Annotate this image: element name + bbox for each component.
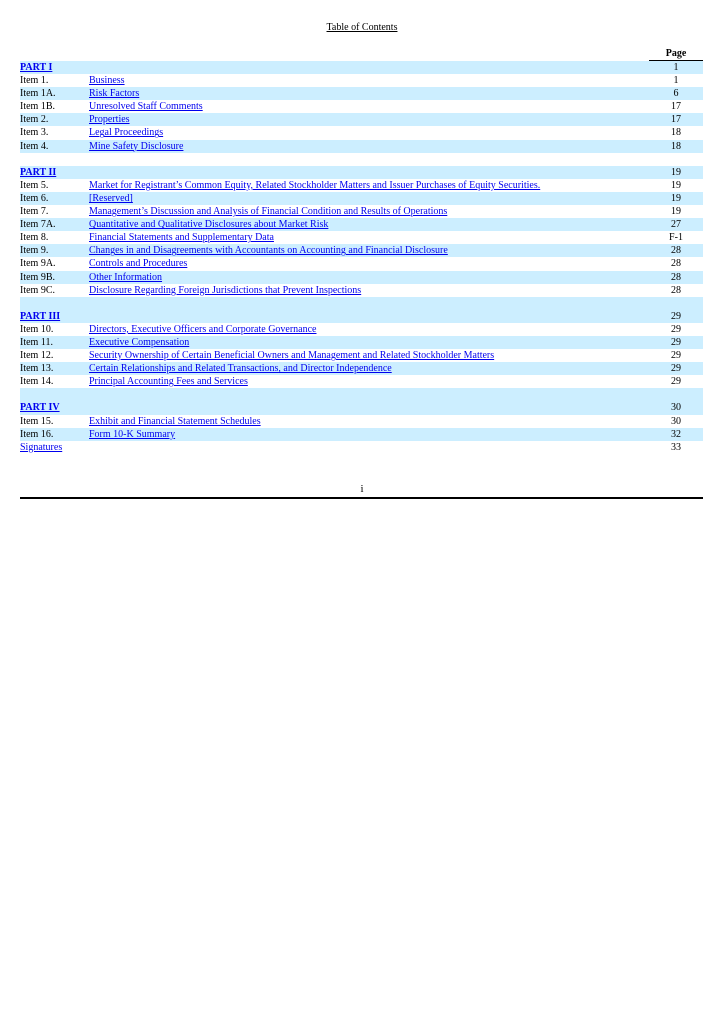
item-number: Item 13. (20, 363, 54, 375)
item-title-link[interactable]: Quantitative and Qualitative Disclosures about Market Risk (89, 219, 329, 231)
item-page-number: 28 (671, 258, 681, 270)
item-page-number: 19 (671, 206, 681, 218)
item-number: Item 15. (20, 415, 54, 427)
item-number: Item 2. (20, 114, 49, 126)
item-page-number: 29 (671, 363, 681, 375)
toc-part-row (20, 61, 703, 74)
item-title-link[interactable]: Unresolved Staff Comments (89, 101, 203, 113)
item-number: Item 1. (20, 75, 49, 87)
item-number: Item 11. (20, 336, 53, 348)
item-title-link[interactable]: Management’s Discussion and Analysis of Financial Condition and Results of Operations (89, 206, 448, 218)
toc-item-row (20, 244, 703, 257)
toc-title: Table of Contents (326, 22, 398, 33)
toc-item-row (20, 179, 703, 192)
item-title-link[interactable]: Form 10-K Summary (89, 428, 176, 440)
item-page-number: 28 (671, 284, 681, 296)
toc-item-row (20, 323, 703, 336)
item-number: Item 9. (20, 245, 49, 257)
part-link[interactable]: PART IV (20, 402, 60, 414)
toc-item-row (20, 336, 703, 349)
part-link[interactable]: PART III (20, 310, 61, 322)
item-title-link[interactable]: Principal Accounting Fees and Services (89, 376, 248, 388)
toc-item-row (20, 87, 703, 100)
part-page-number: 29 (671, 310, 681, 322)
item-page-number: 18 (671, 140, 681, 152)
toc-part-row (20, 310, 703, 323)
item-title-link[interactable]: Executive Compensation (89, 336, 190, 348)
item-page-number: 29 (671, 376, 681, 388)
item-number: Item 5. (20, 179, 49, 191)
item-page-number: 28 (671, 271, 681, 283)
item-title-link[interactable]: Security Ownership of Certain Beneficial Owners and Management and Related Stockholder Matters (89, 350, 495, 362)
item-page-number: 29 (671, 336, 681, 348)
item-page-number: F-1 (669, 232, 683, 244)
item-title-link[interactable]: Certain Relationships and Related Transactions, and Director Independence (89, 363, 392, 375)
item-page-number: 17 (671, 114, 681, 126)
item-page-number: 17 (671, 101, 681, 113)
item-number: Item 10. (20, 323, 54, 335)
item-title-link[interactable]: Controls and Procedures (89, 258, 188, 270)
toc-item-row (20, 100, 703, 113)
part-link[interactable]: PART II (20, 166, 57, 178)
item-title-link[interactable]: Changes in and Disagreements with Accountants on Accounting and Financial Disclosure (89, 245, 448, 257)
item-number: Item 9C. (20, 284, 55, 296)
item-page-number: 19 (671, 192, 681, 204)
toc-item-row (20, 126, 703, 139)
part-page-number: 1 (673, 62, 679, 73)
section-spacer (20, 297, 703, 310)
item-number: Item 12. (20, 350, 54, 362)
item-page-number: 29 (671, 350, 681, 362)
signatures-page-number: 33 (671, 441, 681, 453)
toc-item-row (20, 349, 703, 362)
toc-part-row (20, 166, 703, 179)
item-number: Item 1A. (20, 88, 56, 100)
item-title-link[interactable]: Market for Registrant’s Common Equity, Related Stockholder Matters and Issuer Purchases of Equity Securities. (89, 179, 541, 191)
item-number: Item 1B. (20, 101, 55, 113)
section-spacer (20, 388, 703, 401)
item-title-link[interactable]: Risk Factors (89, 88, 140, 100)
item-number: Item 7. (20, 206, 49, 218)
item-number: Item 16. (20, 428, 54, 440)
item-number: Item 4. (20, 140, 49, 152)
section-spacer (20, 153, 703, 166)
toc-item-row (20, 415, 703, 428)
item-title-link[interactable]: Legal Proceedings (89, 127, 164, 139)
item-page-number: 29 (671, 323, 681, 335)
item-page-number: 27 (671, 219, 681, 231)
toc-item-row (20, 271, 703, 284)
item-number: Item 3. (20, 127, 49, 139)
item-title-link[interactable]: [Reserved] (89, 192, 133, 204)
toc-item-row (20, 257, 703, 270)
toc-signatures-row (20, 441, 703, 454)
item-title-link[interactable]: Exhibit and Financial Statement Schedules (89, 415, 261, 427)
toc-item-row (20, 428, 703, 441)
toc-item-row (20, 362, 703, 375)
item-title-link[interactable]: Mine Safety Disclosure (89, 140, 184, 152)
part-page-number: 30 (671, 402, 681, 414)
toc-table (20, 48, 703, 454)
item-page-number: 19 (671, 179, 681, 191)
toc-item-row (20, 74, 703, 87)
item-number: Item 8. (20, 232, 49, 244)
item-title-link[interactable]: Properties (89, 114, 130, 126)
toc-item-row (20, 375, 703, 388)
item-title-link[interactable]: Business (89, 75, 125, 87)
toc-item-row (20, 192, 703, 205)
toc-item-row (20, 140, 703, 153)
toc-part-row (20, 401, 703, 414)
item-page-number: 6 (673, 88, 679, 100)
item-title-link[interactable]: Disclosure Regarding Foreign Jurisdictions that Prevent Inspections (89, 284, 362, 296)
part-page-number: 19 (671, 166, 681, 178)
page-column-header: Page (20, 48, 703, 61)
item-page-number: 28 (671, 245, 681, 257)
toc-item-row (20, 284, 703, 297)
item-number: Item 14. (20, 376, 54, 388)
item-page-number: 1 (673, 75, 679, 87)
item-number: Item 7A. (20, 219, 56, 231)
page-bottom-rule (20, 497, 703, 499)
item-title-link[interactable]: Financial Statements and Supplementary Data (89, 232, 274, 244)
item-page-number: 18 (671, 127, 681, 139)
page-number: i (360, 483, 364, 495)
item-number: Item 9A. (20, 258, 56, 270)
toc-item-row (20, 218, 703, 231)
item-title-link[interactable]: Other Information (89, 271, 163, 283)
item-number: Item 6. (20, 192, 49, 204)
toc-item-row (20, 231, 703, 244)
item-page-number: 32 (671, 428, 681, 440)
item-page-number: 30 (671, 415, 681, 427)
item-number: Item 9B. (20, 271, 55, 283)
signatures-link[interactable]: Signatures (20, 441, 63, 453)
toc-item-row (20, 205, 703, 218)
part-link[interactable]: PART I (20, 62, 53, 73)
toc-item-row (20, 113, 703, 126)
item-title-link[interactable]: Directors, Executive Officers and Corporate Governance (89, 323, 317, 335)
